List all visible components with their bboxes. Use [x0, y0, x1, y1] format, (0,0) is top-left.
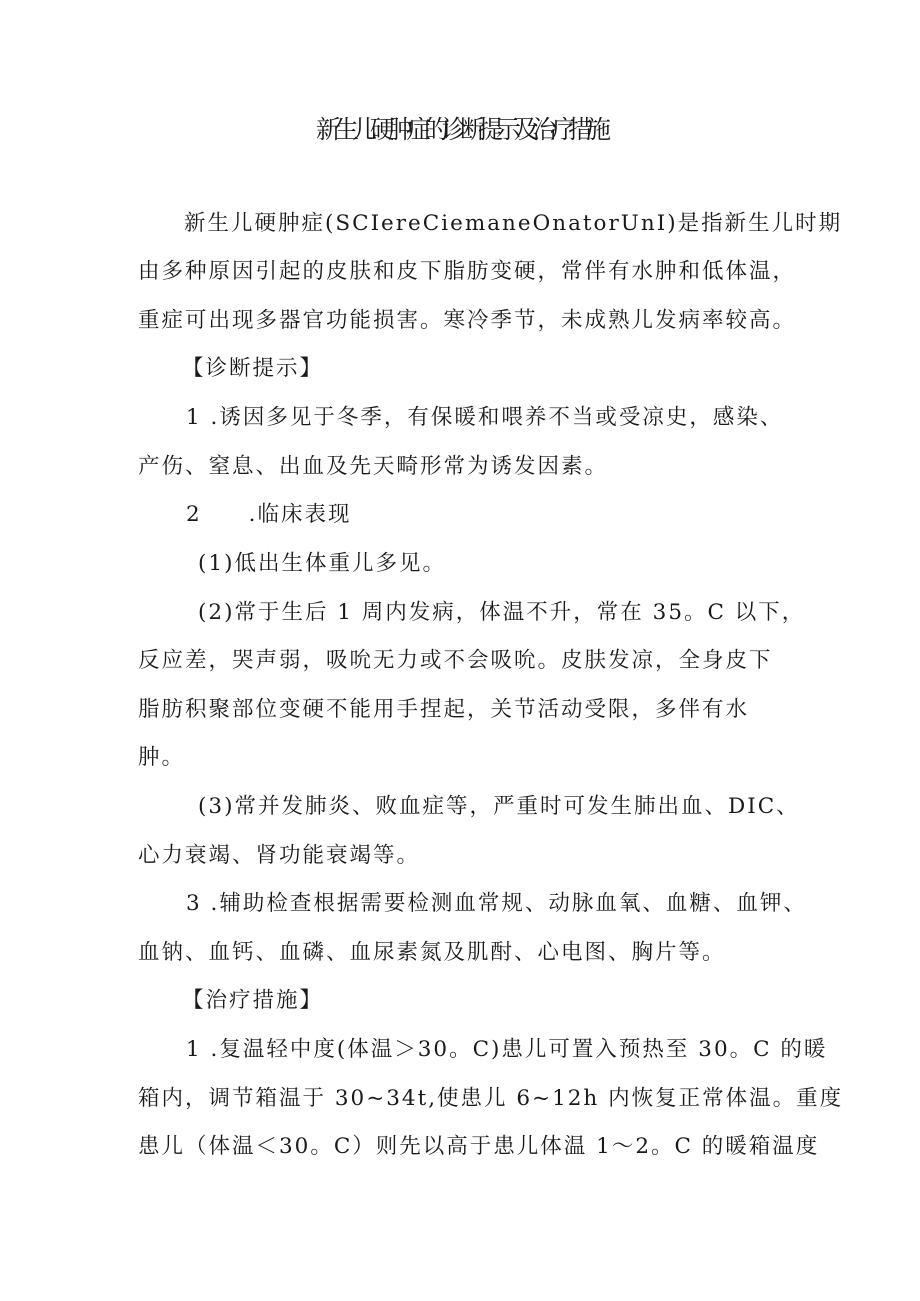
document-title: 新生儿硬肿症的诊断提示及治疗措施 [315, 115, 604, 144]
section-heading-treatment: 【治疗措施】 [182, 988, 324, 1013]
treatment-item-1-line-2: 箱内，调节箱温于 30~34t,使患儿 6~12h 内恢复正常体温。重度 [138, 1086, 844, 1111]
clinical-item-3-line-1: (3)常并发肺炎、败血症等，严重时可发生肺出血、DIC、 [198, 794, 800, 819]
section-heading-diagnosis: 【诊断提示】 [182, 356, 324, 381]
paragraph-intro-line-2: 由多种原因引起的皮肤和皮下脂肪变硬，常伴有水肿和低体温， [138, 259, 797, 284]
diagnosis-item-1-line-2: 产伤、窒息、出血及先天畸形常为诱发因素。 [138, 454, 609, 479]
diagnosis-item-2-heading: 2 .临床表现 [186, 502, 352, 527]
clinical-item-1: (1)低出生体重儿多见。 [198, 551, 446, 576]
diagnosis-item-3-line-2: 血钠、血钙、血磷、血尿素氮及肌酎、心电图、胸片等。 [138, 940, 726, 965]
clinical-item-2-line-4: 肿。 [138, 745, 186, 770]
paragraph-intro-line-3: 重症可出现多器官功能损害。寒冷季节，未成熟儿发病率较高。 [138, 308, 797, 333]
treatment-item-1-line-3: 患儿（体温＜30。C）则先以高于患儿体温 1～2。C 的暖箱温度 [138, 1134, 820, 1159]
diagnosis-item-3-line-1: 3 .辅助检查根据需要检测血常规、动脉血氧、血糖、血钾、 [186, 891, 807, 916]
clinical-item-2-line-1: (2)常于生后 1 周内发病，体温不升，常在 35。C 以下， [198, 600, 806, 625]
clinical-item-2-line-3: 脂肪积聚部位变硬不能用手捏起，关节活动受限，多伴有水 [138, 697, 750, 722]
paragraph-intro-line-1: 新生儿硬肿症(SCIereCiemaneOnatorUnI)是指新生儿时期 [184, 211, 843, 236]
clinical-item-2-line-2: 反应差，哭声弱，吸吮无力或不会吸吮。皮肤发凉，全身皮下 [138, 648, 773, 673]
clinical-item-3-line-2: 心力衰竭、肾功能衰竭等。 [138, 843, 421, 868]
diagnosis-item-1-line-1: 1 .诱因多见于冬季，有保暖和喂养不当或受凉史，感染、 [186, 405, 784, 430]
treatment-item-1-line-1: 1 .复温轻中度(体温＞30。C)患儿可置入预热至 30。C 的暖 [186, 1037, 828, 1062]
